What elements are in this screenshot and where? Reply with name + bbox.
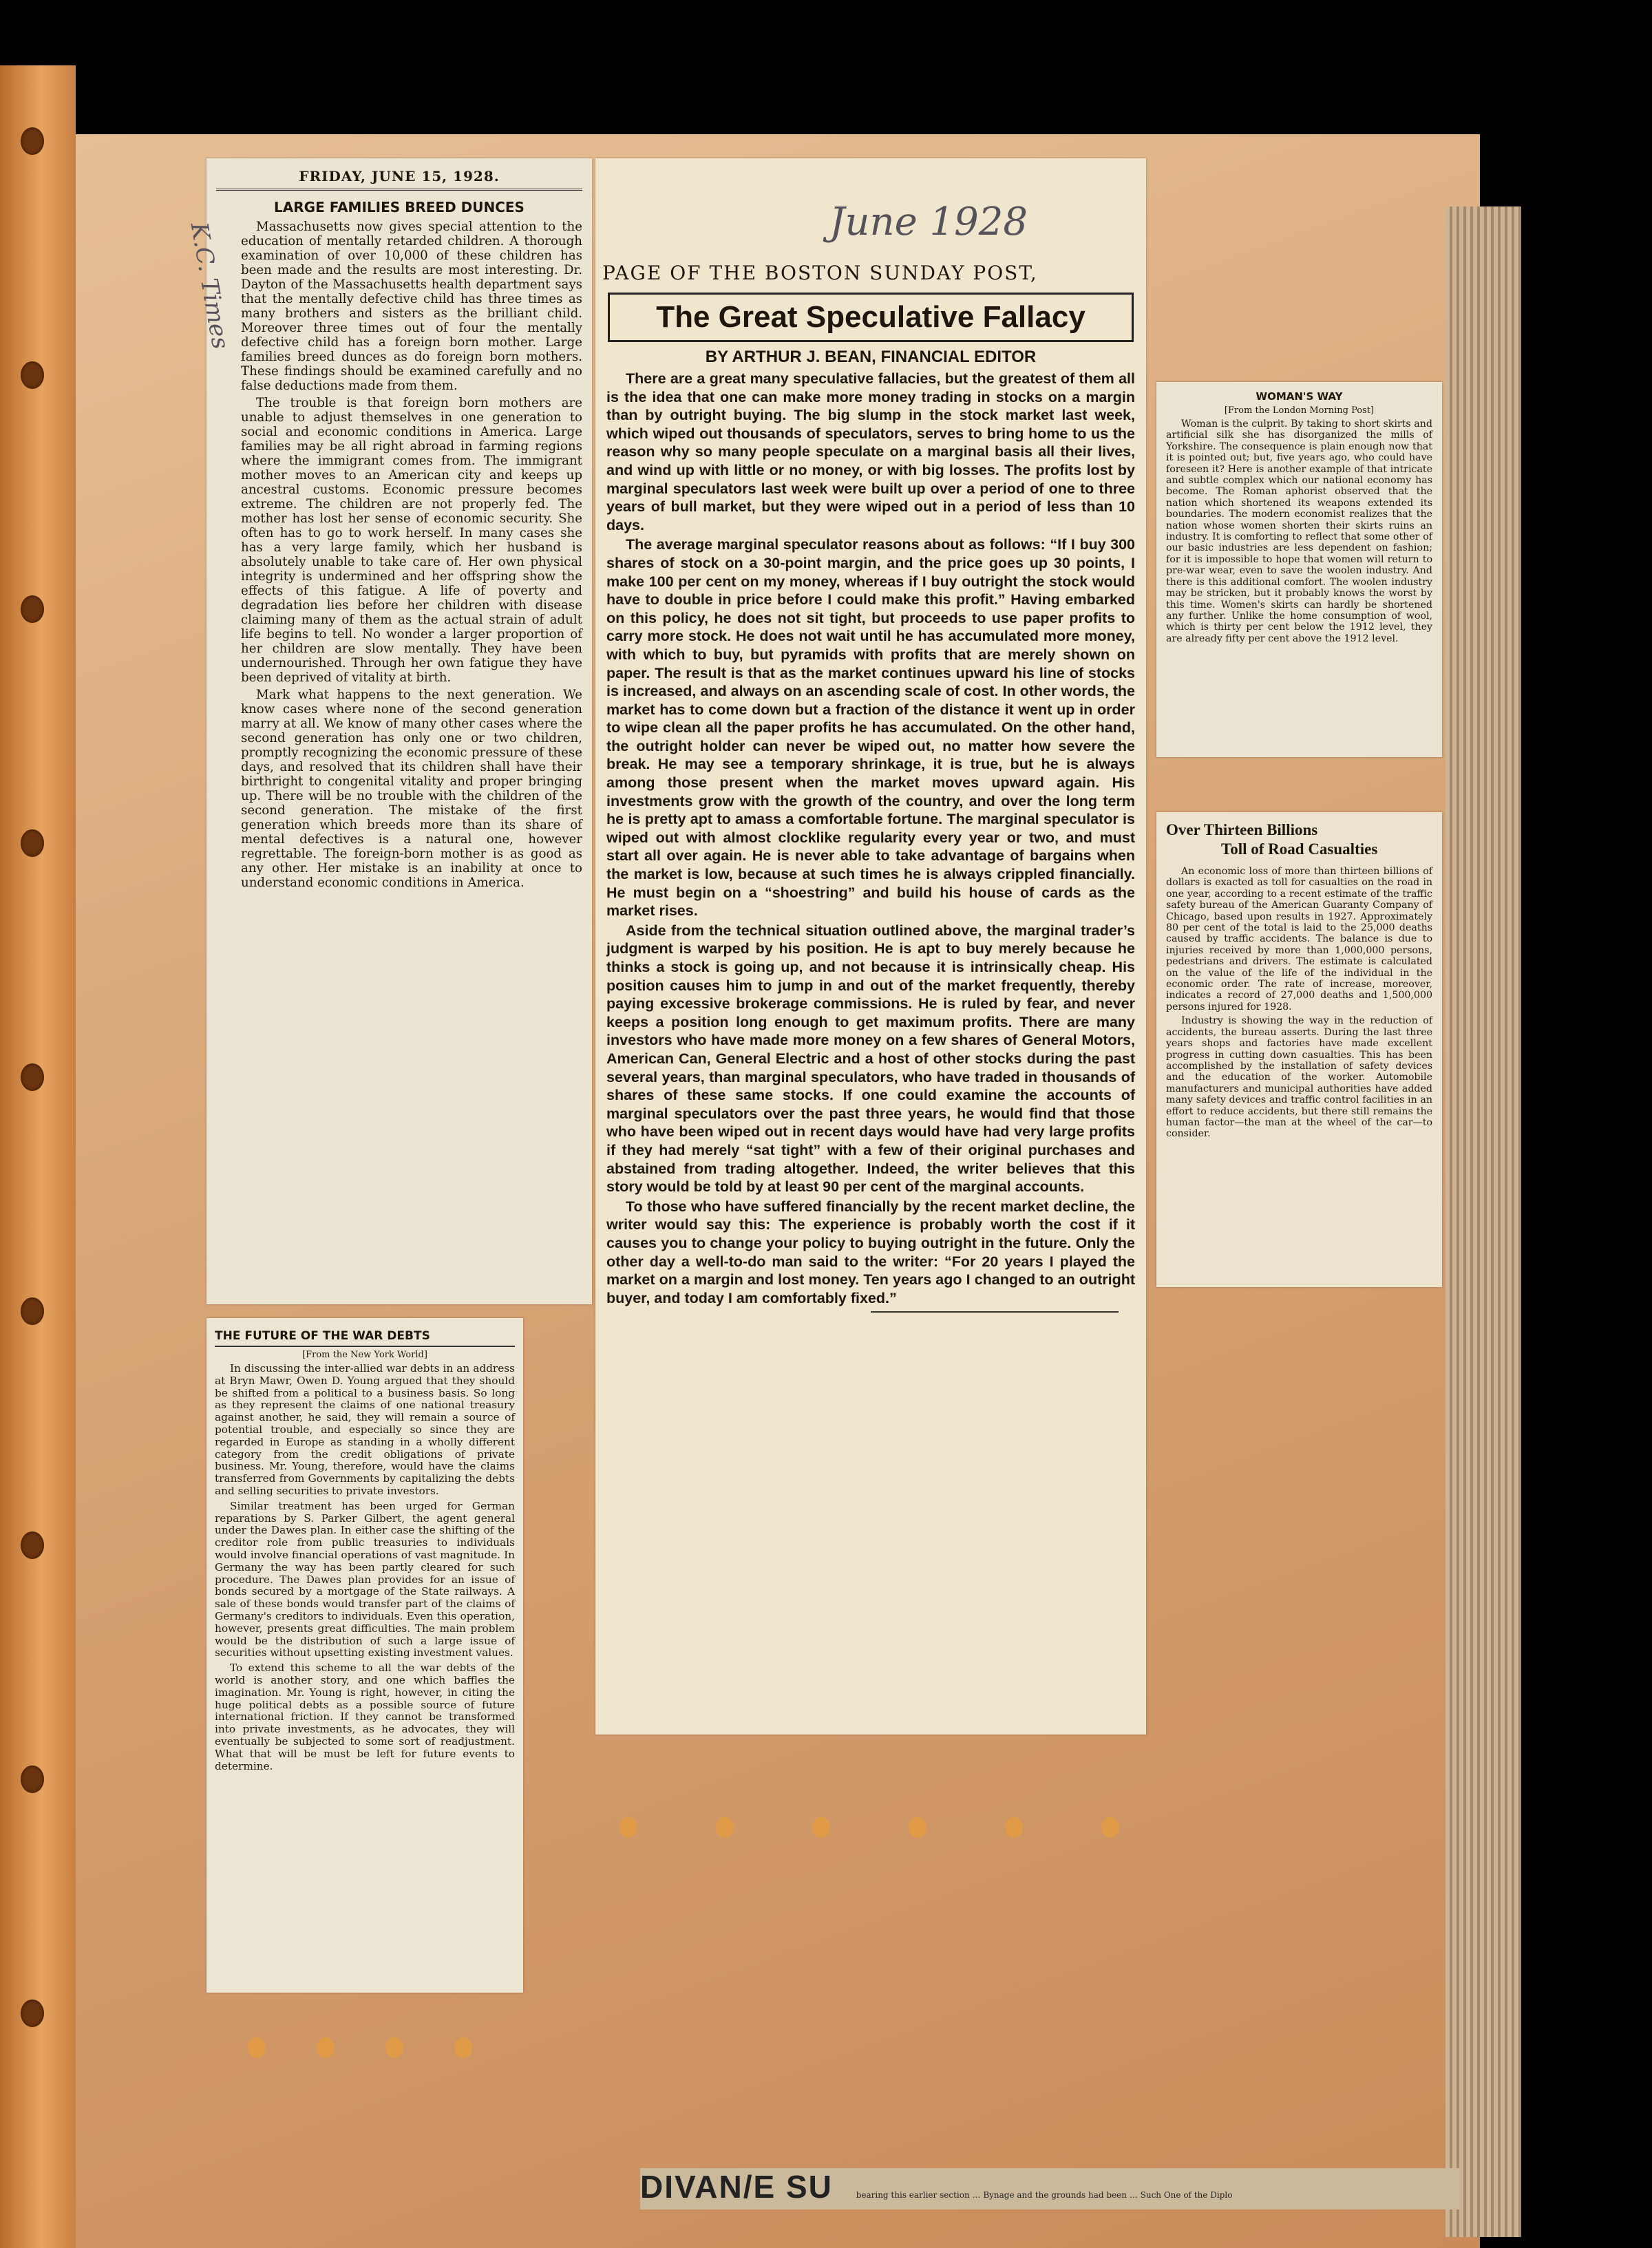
paragraph: The average marginal speculator reasons about as follows: “If I buy 300 shares of stock on a 30-point margin, and the price goes up 30 points, I make 100 per cent on my money, whereas if I buy outright the stock would have to double in price before I could make this profit.” Having embarked on this policy, he does not sit tight, but proceeds to use paper profits to carry more stock. He does not wait until he has accumulated more money, with which to buy, but pyramids with profits that are merely shown on paper. The result is that as the market continues upward his line of stocks is increased, and always on an ascending scale of cost. In other words, the market has to come down but a fraction of the distance it went up in order to wipe clean all the paper profits he has accumulated. On the other hand, the outright holder can never be wiped out, no matter how severe the break. He may see a temporary shrinkage, it is true, but he is always among those present when the market moves upward again. His investments grow with the growth of the country, and over the long term he is pretty apt to amass a comfortable fortune. The marginal speculator is wiped out with almost clocklike regularity every year or two, and must start all over again. He is never able to take advantage of bargains when the market is low, because at such times he is always crippled financially. He must begin on a “shoestring” and build his house of cards as the market rises. (606, 536, 1135, 920)
clipping-womans-way (1156, 382, 1442, 757)
byline: BY ARTHUR J. BEAN, FINANCIAL EDITOR (705, 348, 1037, 366)
binder-hole (21, 1765, 44, 1793)
article-title: The Great Speculative Fallacy (656, 300, 1086, 334)
page-header: PAGE OF THE BOSTON SUNDAY POST, (602, 262, 1038, 284)
glue-spot (385, 2037, 403, 2058)
glue-spot (317, 2037, 335, 2058)
glue-spot (1005, 1817, 1023, 1838)
scrap-headline-fragment: DIVAN/E SU (640, 2169, 833, 2205)
paragraph: Massachusetts now gives special attention to the education of mentally retarded children. A thorough examination of over 10,000 of these children has been made and the results are most interesting. Dr. Dayton of the Massachusetts health department says that the mentally defective child has three times as many brothers and sisters as the brilliant child. Moreover three times out of four the mentally defective child has a foreign born mother. Large families breed dunces as do foreign born mothers. These findings should be examined carefully and no false deductions made from them. (241, 220, 582, 393)
clipping-speculative-fallacy (595, 158, 1146, 1735)
glue-spot (248, 2037, 266, 2058)
paragraph: To those who have suffered financially by the recent market decline, the writer would say this: The experience is probably worth the cost if it causes you to change your policy to buying outright in the future. Only the other day a well-to-do man said to the writer: “For 20 years I played the market on a margin and lost money. Ten years ago I changed to an outright buyer, and today I am comfortably fixed.” (606, 1198, 1135, 1306)
title-box (608, 293, 1134, 342)
paragraph: Aside from the technical situation outlined above, the marginal trader’s judgment is warped by his position. He is apt to buy merely because he thinks a stock is going up, and not because it is intrinsically cheap. His position causes him to jump in and out of the market frequently, thereby paying excessive brokerage commissions. He is ruled by fear, and never keeps a position long enough to get maximum profits. There are many investors who have made more money on a few shares of General Motors, American Can, General Electric and a host of other stocks during the past several years, than marginal speculators, who have traded in thousands of shares of these same stocks. If one could examine the accounts of marginal speculators over the past three years, he would find that those who have been wiped out in recent days would have had very large profits if they had merely “sat tight” with a few of their original purchases and abstained from trading altogether. Indeed, the writer believes that this story would be told by at least 90 per cent of the marginal accounts. (606, 922, 1135, 1196)
binder-hole (21, 829, 44, 857)
handwritten-date: June 1928 (829, 200, 1028, 244)
paragraph: Woman is the culprit. By taking to short skirts and artificial silk she has disorganized the mills of Yorkshire. The consequence is plain enough now that it is pointed out; but, five years ago, who could have foreseen it? Here is another example of that intricate and subtle complex which our national economy has become. The Roman aphorist observed that the nation which shortened its weapons extended its boundaries. The modern economist realizes that the nation whose women shorten their skirts ruins an industry. It is comforting to reflect that some other of our basic industries are less dependent on fashion; for it is impossible to hope that women will return to pre-war wear, even to save the woolen industry. And there is this additional comfort. The woolen industry may be stricken, but it probably knows the worst by this time. Women's skirts can hardly be shortened any further. Unlike the home consumption of wool, which is thirty per cent below the 1912 level, they are already fifty per cent above the 1912 level. (1166, 418, 1432, 644)
paragraph: There are a great many speculative fallacies, but the greatest of them all is the idea that one can make more money trading in stocks on a margin than by outright buying. The big slump in the stock market last week, which wiped out thousands of speculators, serves to bring home to us the reason why so many people speculate on a marginal basis all their lives, and wind up with little or no money, or with big losses. The profits lost by marginal speculators last week were built up over a period of one to three years of bull market, but they were wiped out in a period of less than 10 days. (606, 370, 1135, 533)
glue-spot (620, 1817, 637, 1838)
article-body (215, 1363, 515, 1772)
article-body (606, 370, 1135, 1307)
paragraph: In discussing the inter-allied war debts in an address at Bryn Mawr, Owen D. Young argued that they should be shifted from a political to a business basis. So long as they represent the claims of one national treasury against another, he said, they will remain a source of potential trouble, and especially so since they are regarded in Europe as standing in a wholly different category from the credit obligations of private business. Mr. Young, therefore, would have the claims transferred from Governments by capitalizing the debts and selling securities to private investors. (215, 1362, 515, 1497)
binder-hole (21, 2000, 44, 2027)
binder-hole (21, 127, 44, 155)
handwritten-annotation: K.C. Times (184, 220, 235, 352)
dateline: FRIDAY, JUNE 15, 1928. (216, 158, 582, 191)
page-edges (1446, 206, 1521, 2237)
article-body (241, 220, 582, 890)
article-body (1166, 418, 1432, 644)
binder-hole (21, 1063, 44, 1091)
paragraph: Mark what happens to the next generation. We know cases where none of the second generation marry at all. We know of many other cases where the second generation has only one or two children, promptly recognizing the economic pressure of these days, and resolved that its children shall have their birthright to congenital vitality and proper bringing up. There will be no trouble with the children of the second generation. The mistake of the first generation which breeds more than its share of mental defectives is a natural one, however regrettable. The foreign-born mother is as good as any other. Her mistake is an inability at once to understand economic conditions in America. (241, 688, 582, 890)
paragraph: Industry is showing the way in the reduction of accidents, the bureau asserts. During the last three years shops and factories have made excellent progress in cutting down casualties. This has been accomplished by the installation of safety devices and the education of the worker. Automobile manufacturers and municipal authorities have added many safety devices and traffic control facilities in an effort to reduce accidents, but there still remains the human factor—the man at the wheel of the car—to consider. (1166, 1015, 1432, 1140)
end-rule (871, 1311, 1119, 1313)
binder-hole (21, 1531, 44, 1559)
paragraph: Similar treatment has been urged for German reparations by S. Parker Gilbert, the agent general under the Dawes plan. In either case the shifting of the creditor role from public treasuries to individuals would involve financial operations of vast magnitude. In Germany the way has been partly cleared for such procedure. The Dawes plan provides for an issue of bonds secured by a mortgage of the State railways. A sale of these bonds would transfer part of the claims of Germany's creditors to individuals. Even this operation, however, presents great difficulties. The main problem would be the distribution of such a large issue of securities without upsetting existing investment values. (215, 1499, 515, 1660)
article-body (1166, 866, 1432, 1140)
paragraph: An economic loss of more than thirteen billions of dollars is exacted as toll for casualties on the road in one year, according to a recent estimate of the traffic safety bureau of the American Guaranty Company of Chicago, based upon results in 1927. Approximately 80 per cent of the total is laid to the 25,000 deaths caused by traffic accidents. The balance is due to injuries received by more than 1,000,000 persons, pedestrians and drivers. The estimate is calculated on the value of the life of the individual in the economic order. The rate of increase, moreover, indicates a record of 27,000 deaths and 1,500,000 persons injured for 1928. (1166, 866, 1432, 1012)
source-line: [From the New York World] (302, 1350, 427, 1360)
bottom-scrap (640, 2168, 1459, 2209)
scrap-text-fragment: bearing this earlier section … Bynage and the grounds had been … Such One of the Diplo (856, 2190, 1233, 2200)
clipping-road-casualties (1156, 812, 1442, 1287)
headline-line-2: Toll of Road Casualties (1221, 840, 1378, 858)
binder-strip (0, 65, 76, 2248)
binder-hole (21, 1297, 44, 1325)
glue-spot (909, 1817, 926, 1838)
binder-hole (21, 361, 44, 389)
glue-spot (454, 2037, 472, 2058)
glue-spot (812, 1817, 830, 1838)
headline: WOMAN'S WAY (1256, 390, 1343, 403)
paragraph: To extend this scheme to all the war debts of the world is another story, and one which baffles the imagination. Mr. Young is right, however, in citing the huge political debts as a possible source of future international friction. If they cannot be transformed into private investments, as he advocates, they will eventually be subjected to some sort of readjustment. What that will be must be left for future events to determine. (215, 1662, 515, 1772)
clipping-large-families (184, 158, 592, 1304)
headline: THE FUTURE OF THE WAR DEBTS (215, 1329, 515, 1347)
headline (1166, 820, 1432, 859)
headline-line-1: Over Thirteen Billions (1166, 821, 1318, 838)
glue-spot (716, 1817, 734, 1838)
binder-hole (21, 595, 44, 623)
headline: LARGE FAMILIES BREED DUNCES (274, 199, 525, 215)
clipping-war-debts (206, 1318, 523, 1993)
glue-spot (1101, 1817, 1119, 1838)
paragraph: The trouble is that foreign born mothers are unable to adjust themselves in one generation to social and economic conditions in America. Large families may be all right abroad in farming regions where the immigrant comes from. The immigrant mother moves to an American city and keeps up ancestral customs. Economic pressure becomes extreme. The children are not properly fed. The mother has lost her sense of economic security. She often has to go to work herself. In many cases she has a very large family, which her husband is absolutely unable to take care of. Her own physical integrity is undermined and her offspring show the effects of this fatigue. A life of poverty and degradation lies before her children with disease claiming many of them as the actual strain of adult life begins to tell. No wonder a larger proportion of her children are slow mentally. They have been undernourished. Through her own fatigue they have been deprived of vitality at birth. (241, 396, 582, 685)
source-line: [From the London Morning Post] (1224, 405, 1375, 416)
